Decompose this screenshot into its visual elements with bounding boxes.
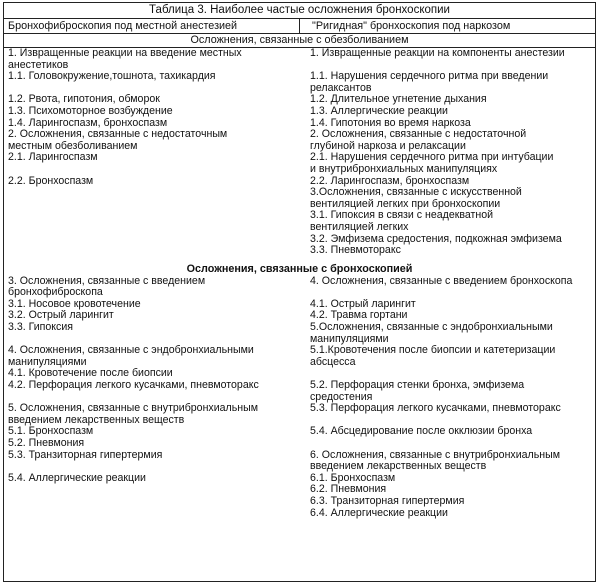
- section-anesthesia-right: [300, 48, 595, 257]
- section-bronchoscopy-title: Осложнения, связанные с бронхоскопией: [186, 262, 413, 275]
- list-item: 2. Осложнения, связанные с недостаточным: [8, 129, 228, 141]
- list-item: 5. Осложнения, связанные с внутрибронхиальным: [8, 403, 258, 415]
- list-item: 2.2. Ларингоспазм, бронхоспазм: [310, 175, 470, 187]
- list-item: 4.2. Травма гортани: [310, 310, 408, 322]
- list-item: 5.3. Транзиторная гипертермия: [8, 449, 163, 461]
- list-item: 3.3. Гипоксия: [8, 322, 74, 334]
- blank-line: [310, 415, 593, 427]
- section-anesthesia: [4, 48, 595, 257]
- list-item: релаксантов: [310, 82, 372, 94]
- list-item: 3.3. Пневмоторакс: [310, 245, 401, 257]
- list-item: 5.4. Аллергические реакции: [8, 472, 146, 484]
- list-item: 1.3. Аллергические реакции: [310, 105, 448, 117]
- blank-line: [8, 461, 298, 473]
- list-item: 1.2. Длительное угнетение дыхания: [310, 94, 487, 106]
- list-item: анестетиков: [8, 59, 69, 71]
- list-item: 1.1. Нарушения сердечного ритма при введении: [310, 71, 549, 83]
- header-right: "Ригидная" бронхоскопия под наркозом: [312, 20, 511, 32]
- list-item: 4.1. Кровотечение после биопсии: [8, 368, 173, 380]
- list-item: 6.4. Аллергические реакции: [310, 507, 448, 519]
- section-bronchoscopy: [4, 276, 595, 519]
- list-item: средостения: [310, 391, 373, 403]
- list-item: 3.2. Острый ларингит: [8, 310, 114, 322]
- list-item: и внутрибронхиальных манипуляциях: [310, 163, 498, 175]
- list-item: 5.1.Кровотечения после биопсии и катетеризации: [310, 345, 556, 357]
- list-item: вентиляцией легких: [310, 221, 409, 233]
- list-item: бронхофиброскопа: [8, 287, 103, 299]
- list-item: введением лекарственных веществ: [310, 461, 487, 473]
- list-item: 1.4. Ларингоспазм, бронхоспазм: [8, 117, 168, 129]
- list-item: манипуляциями: [8, 356, 87, 368]
- list-item: 6. Осложнения, связанные с внутрибронхиальным: [310, 449, 560, 461]
- list-item: 6.1. Бронхоспазм: [310, 472, 396, 484]
- list-item: 1.4. Гипотония во время наркоза: [310, 117, 471, 129]
- list-item: 2.1. Нарушения сердечного ритма при интубации: [310, 152, 554, 164]
- list-item: 3.1. Носовое кровотечение: [8, 298, 141, 310]
- list-item: 4.1. Острый ларингит: [310, 298, 416, 310]
- blank-line: [8, 83, 298, 95]
- list-item: 1.1. Головокружение,тошнота, тахикардия: [8, 71, 216, 83]
- blank-line: [310, 438, 593, 450]
- section-anesthesia-left: [4, 48, 300, 257]
- list-item: 2.1. Ларингоспазм: [8, 152, 98, 164]
- list-item: 5.1. Бронхоспазм: [8, 426, 94, 438]
- list-item: 6.3. Транзиторная гипертермия: [310, 495, 465, 507]
- list-item: 5.2. Пневмония: [8, 438, 85, 449]
- list-item: 3.2. Эмфизема средостения, подкожная эмфизема: [310, 233, 562, 245]
- list-item: 6.2. Пневмония: [310, 484, 387, 496]
- table-title: Таблица 3. Наиболее частые осложнения бронхоскопии: [4, 3, 595, 19]
- blank-line: [8, 334, 298, 346]
- list-item: 1.2. Рвота, гипотония, обморок: [8, 94, 160, 106]
- blank-line: [8, 164, 298, 176]
- list-item: введением лекарственных веществ: [8, 414, 185, 426]
- list-item: 4. Осложнения, связанные с введением бронхоскопа: [310, 275, 573, 287]
- list-item: 5.3. Перфорация легкого кусачками, пневмоторакс: [310, 403, 561, 415]
- header-left: Бронхофиброскопия под местной анестезией: [4, 19, 300, 33]
- section-bronchoscopy-right: [300, 276, 595, 519]
- column-headers: [4, 19, 595, 34]
- list-item: 5.Осложнения, связанные с эндобронхиальными: [310, 322, 553, 334]
- list-item: местным обезболиванием: [8, 140, 138, 152]
- blank-line: [310, 287, 593, 299]
- blank-line: [310, 368, 593, 380]
- list-item: 3. Осложнения, связанные с введением: [8, 275, 206, 287]
- list-item: манипуляциями: [310, 333, 389, 345]
- list-item: 1. Извращенные реакции на введение местных: [8, 48, 242, 59]
- list-item: глубиной наркоза и релаксации: [310, 140, 466, 152]
- list-item: 2. Осложнения, связанные с недостаточной: [310, 129, 527, 141]
- section-anesthesia-title: Осложнения, связанные с обезболиванием: [4, 34, 595, 48]
- blank-line: [310, 60, 593, 72]
- list-item: 1.3. Психомоторное возбуждение: [8, 105, 173, 117]
- section-bronchoscopy-left: [4, 276, 300, 519]
- list-item: 2.2. Бронхоспазм: [8, 175, 94, 187]
- list-item: вентиляцией легких при бронхоскопии: [310, 198, 501, 210]
- list-item: 1. Извращенные реакции на компоненты анестезии: [310, 48, 565, 59]
- complications-table: [3, 2, 596, 582]
- list-item: 3.1. Гипоксия в связи с неадекватной: [310, 210, 494, 222]
- list-item: абсцесса: [310, 356, 356, 368]
- list-item: 4. Осложнения, связанные с эндобронхиальными: [8, 345, 254, 357]
- list-item: 5.4. Абсцедирование после окклюзии бронха: [310, 426, 533, 438]
- list-item: 3.Осложнения, связанные с искусственной: [310, 187, 522, 199]
- list-item: 4.2. Перфорация легкого кусачками, пневмоторакс: [8, 380, 259, 392]
- list-item: 5.2. Перфорация стенки бронха, эмфизема: [310, 380, 525, 392]
- blank-line: [8, 392, 298, 404]
